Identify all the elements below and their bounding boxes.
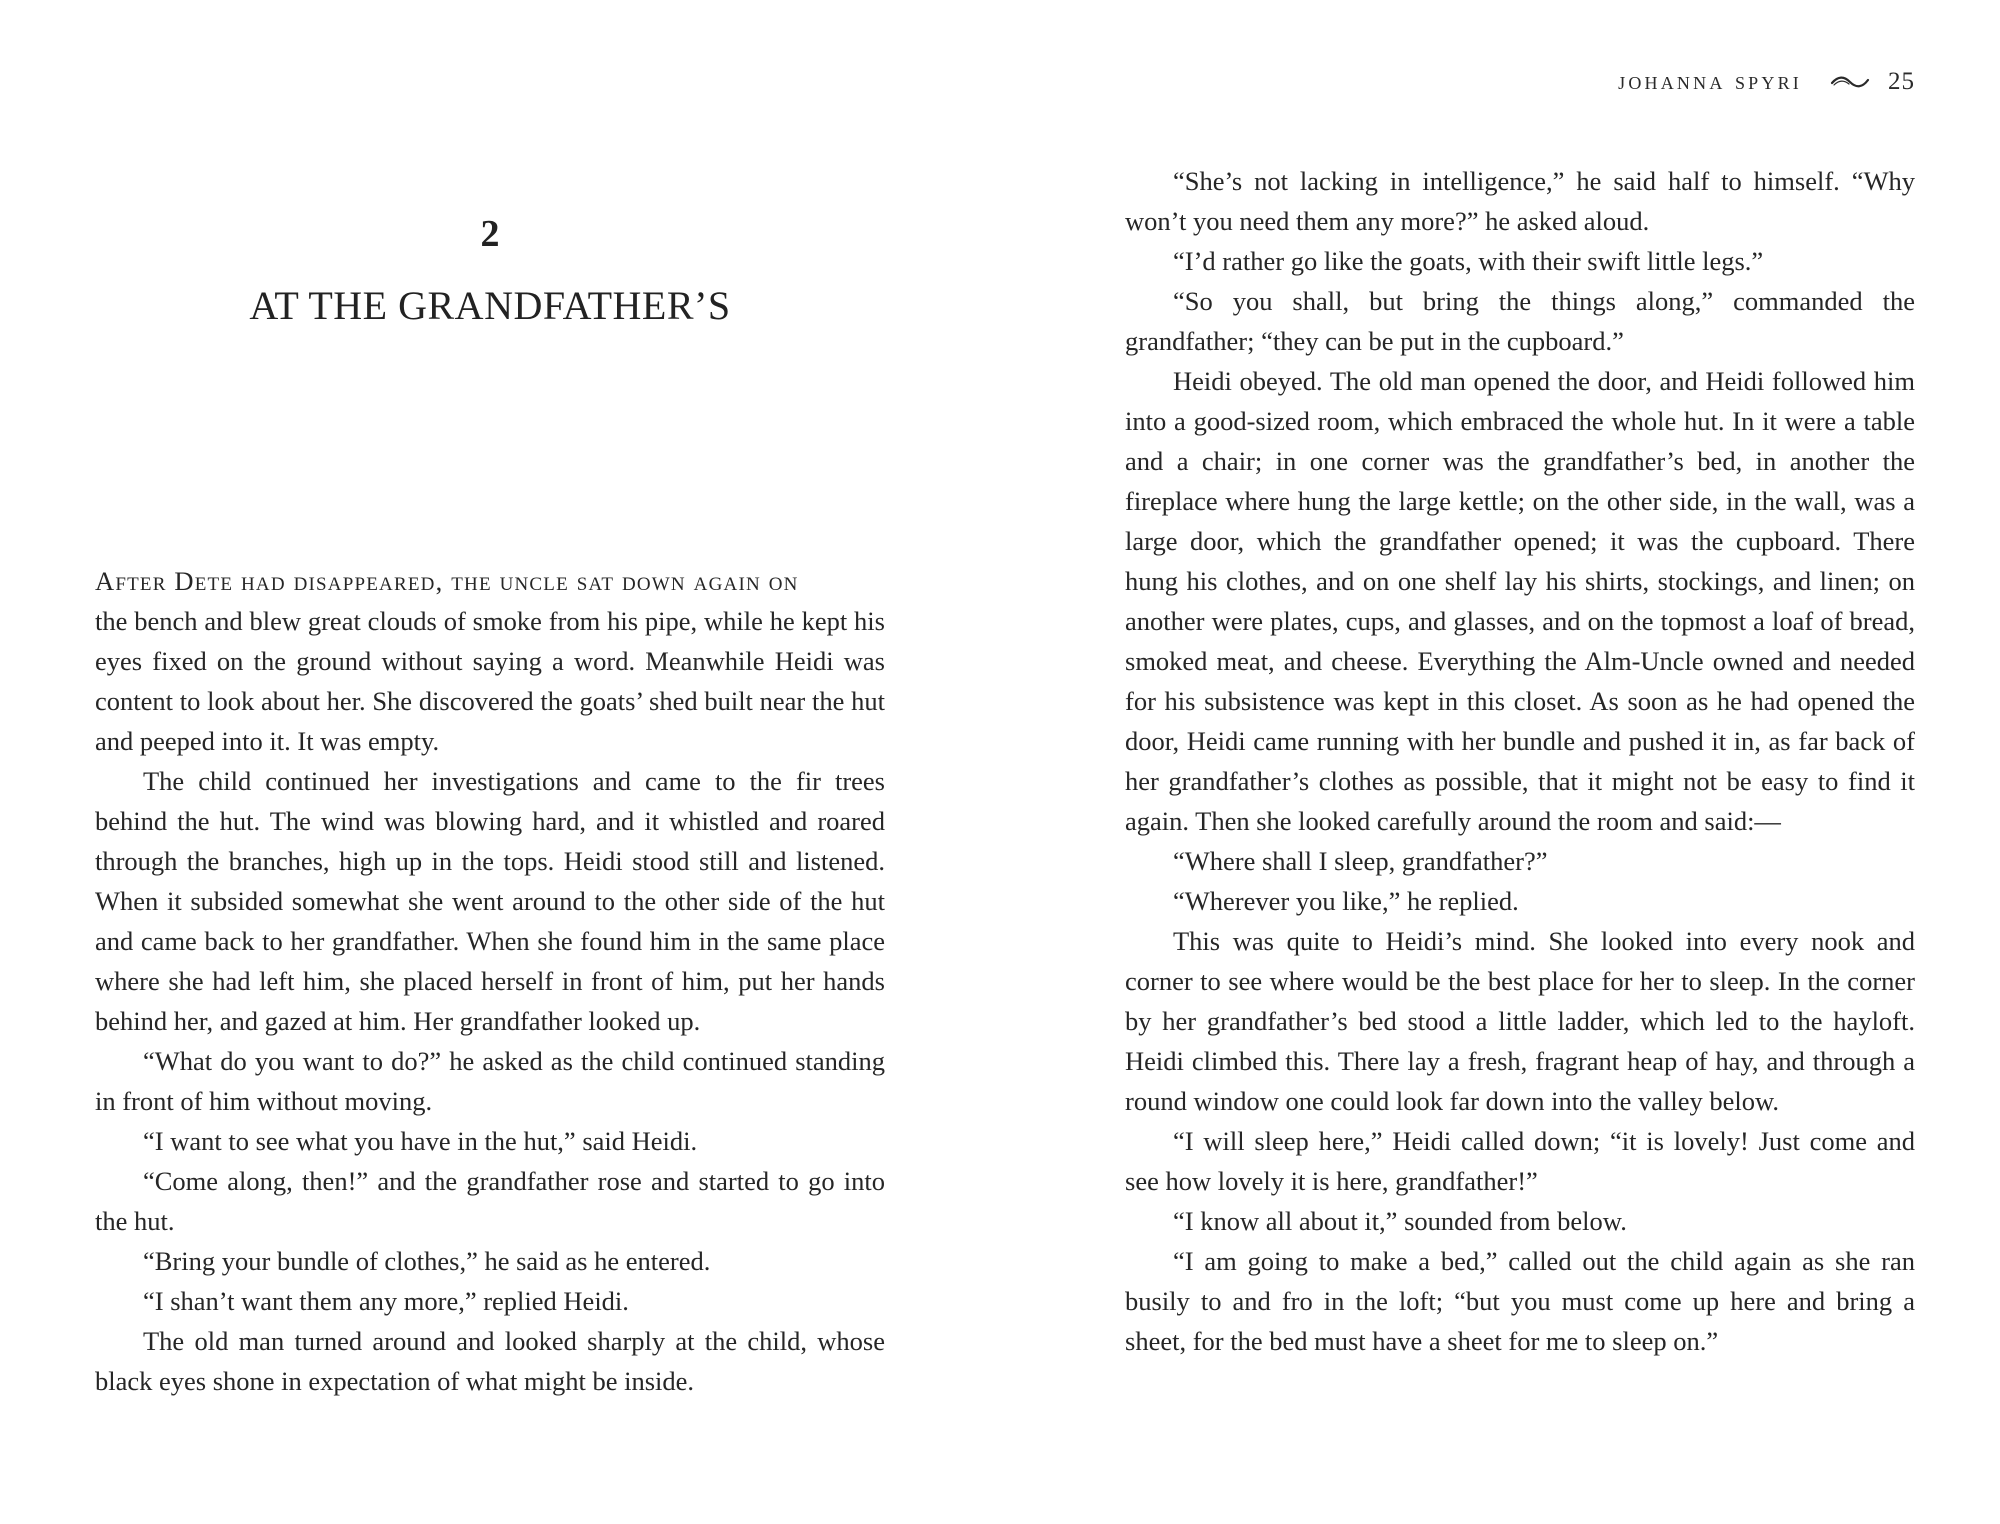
right-page (1125, 0, 1915, 1524)
running-head-author: johanna spyri (1618, 68, 1802, 95)
chapter-number: 2 (480, 213, 500, 255)
paragraph: The child continued her investigations and came to the fir trees behind the hut. The wind was blowing hard, and it whistled and roared through the branches, high up in the tops. Heidi stood still and listened. When it subsided somewhat she went around to the other side of the hut and came back to her grandfather. When she found him in the same place where she had left him, she placed herself in front of him, put her hands behind her, and gazed at him. Her grandfather looked up. (95, 766, 885, 1036)
paragraph: “Come along, then!” and the grandfather rose and started to go into the hut. (95, 1166, 885, 1236)
paragraph: The old man turned around and looked sharply at the child, whose black eyes shone in expectation of what might be inside. (95, 1326, 885, 1396)
opening-small-caps: After Dete had disappeared, the uncle sat down again on (95, 566, 799, 596)
paragraph: “So you shall, but bring the things along,” commanded the grandfather; “they can be put in the cupboard.” (1125, 286, 1915, 356)
paragraph: “I am going to make a bed,” called out the child again as she ran busily to and fro in the loft; “but you must come up here and bring a sheet, for the bed must have a sheet for me to sleep on.” (1125, 1246, 1915, 1356)
left-page (95, 0, 885, 1524)
paragraph: “Bring your bundle of clothes,” he said as he entered. (143, 1246, 711, 1276)
paragraph: “I shan’t want them any more,” replied Heidi. (143, 1286, 629, 1316)
left-page-body (95, 561, 885, 1401)
paragraph: “Wherever you like,” he replied. (1173, 886, 1519, 916)
paragraph: “I want to see what you have in the hut,” said Heidi. (143, 1126, 698, 1156)
paragraph: “I will sleep here,” Heidi called down; “it is lovely! Just come and see how lovely it is here, grandfather!” (1125, 1126, 1915, 1196)
opening-line (95, 561, 885, 601)
paragraph: This was quite to Heidi’s mind. She looked into every nook and corner to see where would be the best place for her to sleep. In the corner by her grandfather’s bed stood a little ladder, which led to the hayloft. Heidi climbed this. There lay a fresh, fragrant heap of hay, and through a round window one could look far down into the valley below. (1125, 926, 1915, 1116)
running-head (1618, 68, 1915, 96)
page-number: 25 (1888, 68, 1915, 95)
right-page-body (1125, 161, 1915, 1361)
paragraph: “I’d rather go like the goats, with their swift little legs.” (1173, 246, 1764, 276)
paragraph: “She’s not lacking in intelligence,” he said half to himself. “Why won’t you need them any more?” he asked aloud. (1125, 166, 1915, 236)
paragraph: Heidi obeyed. The old man opened the door, and Heidi followed him into a good-sized room, which embraced the whole hut. In it were a table and a chair; in one corner was the grandfather’s bed, in another the fireplace where hung the large kettle; on the other side, in the wall, was a large door, which the grandfather opened; it was the cupboard. There hung his clothes, and on one shelf lay his shirts, stockings, and linen; on another were plates, cups, and glasses, and on the topmost a loaf of bread, smoked meat, and cheese. Everything the Alm-Uncle owned and needed for his subsistence was kept in this closet. As soon as he had opened the door, Heidi came running with her bundle and pushed it in, as far back of her grandfather’s clothes as possible, that it might not be easy to find it again. Then she looked carefully around the room and said:— (1125, 366, 1915, 836)
paragraph: the bench and blew great clouds of smoke from his pipe, while he kept his eyes fixed on the ground without saying a word. Meanwhile Heidi was content to look about her. She discovered the goats’ shed built near the hut and peeped into it. It was empty. (95, 606, 885, 756)
paragraph: “Where shall I sleep, grandfather?” (1173, 846, 1548, 876)
ornament-swash-icon (1830, 74, 1870, 90)
chapter-title: AT THE GRANDFATHER’S (249, 283, 731, 328)
paragraph: “I know all about it,” sounded from below. (1173, 1206, 1627, 1236)
paragraph: “What do you want to do?” he asked as the child continued standing in front of him without moving. (95, 1046, 885, 1116)
